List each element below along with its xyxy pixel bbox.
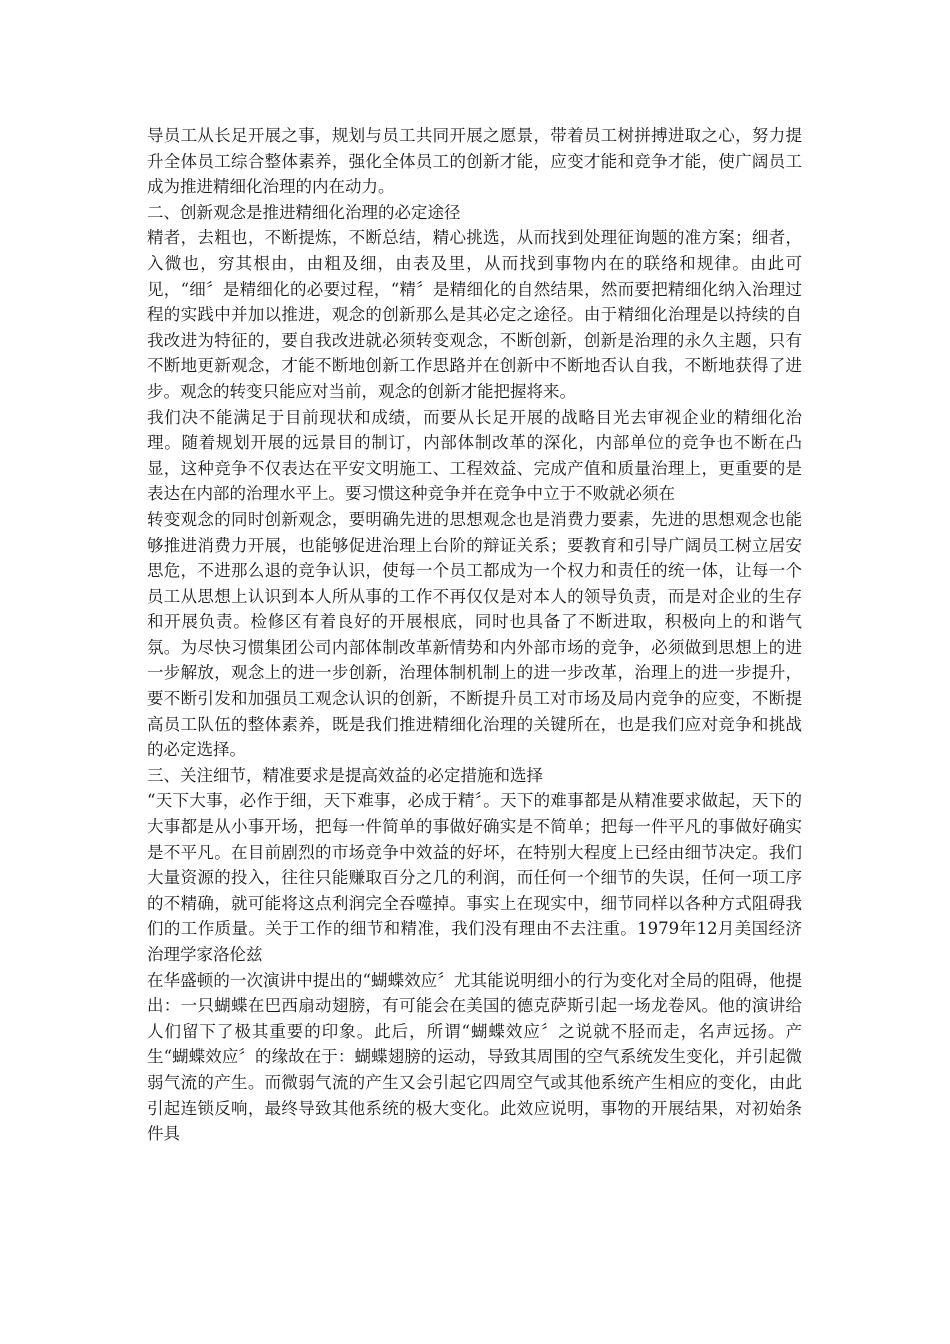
paragraph-butterfly-effect: 在华盛顿的一次演讲中提出的“蝴蝶效应〞尤其能说明细小的行为变化对全局的阻碍，他提出：一只蝴蝶在巴西扇动翅膀，有可能会在美国的德克萨斯引起一场龙卷风。他的演讲给人们留下了极其重要的印象。此后，所谓“蝴蝶效应〞之说就不胫而走，名声远扬。产生“蝴蝶效应〞的缘故在于：蝴蝶翅膀的运动，导致其周围的空气系统发生变化，并引起微弱气流的产生。而微弱气流的产生又会引起它四周空气或其他系统产生相应的变化，由此引起连锁反响，最终导致其他系统的极大变化。此效应说明，事物的开展结果，对初始条件具 [147,970,802,1144]
paragraph-concept-change: 转变观念的同时创新观念，要明确先进的思想观念也是消费力要素，先进的思想观念也能够推进消费力开展，也能够促进治理上台阶的辩证关系；要教育和引导广阔员工树立居安思危，不进那么退的竞争认识，使每一个员工都成为一个权力和责任的统一体，让每一个员工从思想上认识到本人所从事的工作不再仅仅是对本人的领导负责，而是对企业的生存和开展负责。检修区有着良好的开展根底，同时也具备了不断进取，积极向上的和谐气氛。为尽快习惯集团公司内部体制改革新情势和内外部市场的竞争，必须做到思想上的进一步解放，观念上的进一步创新，治理体制机制上的进一步改革，治理上的进一步提升，要不断引发和加强员工观念认识的创新，不断提升员工对市场及局内竞争的应变，不断提高员工队伍的整体素养，既是我们推进精细化治理的关键所在，也是我们应对竞争和挑战的必定选择。 [147,509,802,760]
document-body [147,123,802,1147]
paragraph-competition: 我们决不能满足于目前现状和成绩，而要从长足开展的战略目光去审视企业的精细化治理。随着规划开展的远景目的制订，内部体制改革的深化，内部单位的竞争也不断在凸显，这种竞争不仅表达在平安文明施工、工程效益、完成产值和质量治理上，更重要的是表达在内部的治理水平上。要习惯这种竞争并在竞争中立于不败就必须在 [147,407,802,504]
paragraph-details: “天下大事，必作于细，天下难事，必成于精〞。天下的难事都是从精准要求做起，天下的大事都是从小事开场，把每一件简单的事做好确实是不简单；把每一件平凡的事做好确实是不平凡。在目前剧烈的市场竞争中效益的好坏，在特别大程度上已经由细节决定。我们大量资源的投入，往往只能赚取百分之几的利润，而任何一个细节的失误，任何一项工序的不精确，就可能将这点利润完全吞噬掉。事实上在现实中，细节同样以各种方式阻碍我们的工作质量。关于工作的细节和精准，我们没有理由不去注重。1979年12月美国经济治理学家洛伦兹 [147,791,802,964]
paragraph-refinement-definition: 精者，去粗也，不断提炼，不断总结，精心挑选，从而找到处理征询题的准方案；细者，入微也，穷其根由，由粗及细，由表及里，从而找到事物内在的联络和规律。由此可见，“细〞是精细化的必要过程，“精〞是精细化的自然结果，然而要把精细化纳入治理过程的实践中并加以推进，观念的创新那么是其必定之途径。由于精细化治理是以持续的自我改进为特征的，要自我改进就必须转变观念，不断创新，创新是治理的永久主题，只有不断地更新观念，才能不断地创新工作思路并在创新中不断地否认自我，不断地获得了进步。观念的转变只能应对当前，观念的创新才能把握将来。 [147,228,802,401]
section-heading-3: 三、关注细节，精准要求是提高效益的必定措施和选择 [147,765,543,785]
section-heading-2: 二、创新观念是推进精细化治理的必定途径 [147,202,461,222]
paragraph-intro-continued: 导员工从长足开展之事，规划与员工共同开展之愿景，带着员工树拼搏进取之心，努力提升全体员工综合整体素养，强化全体员工的创新才能，应变才能和竞争才能，使广阔员工成为推进精细化治理的内在动力。 [147,126,802,197]
